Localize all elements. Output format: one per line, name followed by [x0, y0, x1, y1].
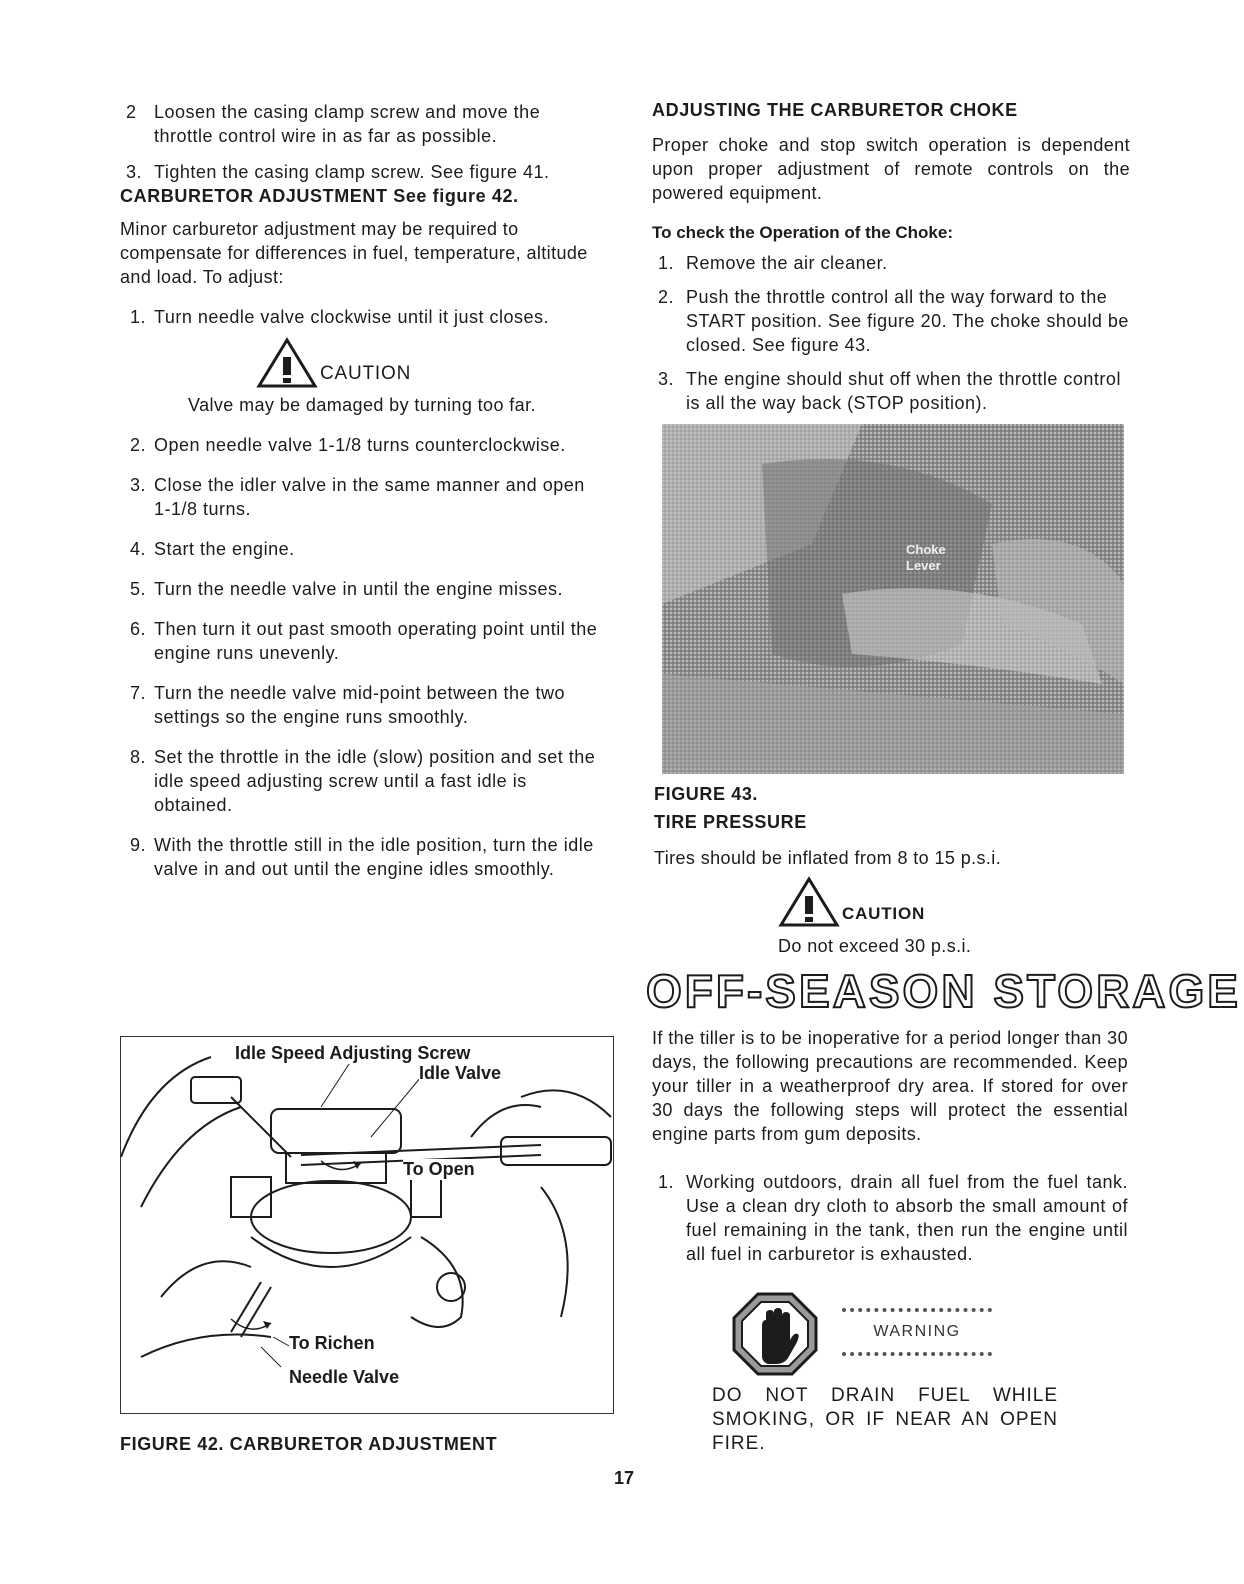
step-text: Loosen the casing clamp screw and move the throttle control wire in as far as possible.: [154, 102, 541, 146]
step-number: 3.: [126, 162, 143, 182]
choke-step-3: [652, 367, 1130, 415]
step-number: 6.: [130, 619, 147, 639]
carb-step-1: [120, 305, 604, 329]
tire-caution-notice: [778, 876, 925, 928]
carburetor-illustration: [121, 1037, 613, 1413]
warning-banner: [842, 1308, 992, 1356]
carb-step-4: [120, 537, 604, 561]
step-number: 9.: [130, 835, 147, 855]
step-2-casing: [120, 100, 604, 148]
choke-photo-image: [662, 424, 1124, 774]
warning-text: DO NOT DRAIN FUEL WHILE SMOKING, OR IF NEAR AN OPEN FIRE.: [712, 1385, 1058, 1454]
step-text: Set the throttle in the idle (slow) position and set the idle speed adjusting screw until a fast idle is obtained.: [154, 747, 596, 815]
step-number: 1.: [658, 253, 675, 273]
left-column: [120, 100, 604, 881]
step-text: Tighten the casing clamp screw. See figure 41.: [154, 162, 550, 182]
warning-label: WARNING: [873, 1323, 961, 1340]
carburetor-intro: Minor carburetor adjustment may be required to compensate for differences in fuel, temperature, altitude and load. To adjust:: [120, 219, 588, 287]
label-idle-speed-adjusting-screw: Idle Speed Adjusting Screw: [235, 1043, 471, 1063]
step-text: Working outdoors, drain all fuel from the fuel tank. Use a clean dry cloth to absorb the small amount of fuel remaining in the tank, then run the engine until all fuel in carburetor is exhausted.: [686, 1172, 1128, 1264]
step-number: 2.: [658, 287, 675, 307]
step-text: Then turn it out past smooth operating point until the engine runs unevenly.: [154, 619, 598, 663]
label-idle-valve: Idle Valve: [419, 1063, 502, 1083]
carb-step-2: [120, 433, 604, 457]
carb-step-6: [120, 617, 604, 665]
step-number: 2: [126, 102, 137, 122]
choke-step-1: [652, 251, 1130, 275]
carb-step-7: [120, 681, 604, 729]
carburetor-adjustment-heading: CARBURETOR ADJUSTMENT See figure 42.: [120, 186, 519, 206]
caution-notice: [256, 337, 604, 389]
figure-42-carburetor-diagram: [120, 1036, 614, 1414]
carb-step-8: [120, 745, 604, 817]
photo-label-choke-lever: Choke Lever: [906, 542, 946, 573]
step-number: 2.: [130, 435, 147, 455]
carb-step-5: [120, 577, 604, 601]
step-3-casing: [120, 160, 604, 184]
off-season-storage-title: OFF-SEASON STORAGE: [646, 965, 1241, 1017]
page-number: 17: [614, 1468, 635, 1488]
caution-triangle-icon: [256, 337, 318, 389]
choke-step-2: [652, 285, 1130, 357]
choke-heading: ADJUSTING THE CARBURETOR CHOKE: [652, 100, 1018, 120]
tire-pressure-heading: TIRE PRESSURE: [654, 812, 807, 832]
tire-caution-text: Do not exceed 30 p.s.i.: [778, 936, 972, 956]
right-column: [652, 100, 1130, 415]
tire-pressure-text: Tires should be inflated from 8 to 15 p.s.i.: [654, 848, 1002, 868]
step-number: 3.: [130, 475, 147, 495]
caution-label: CAUTION: [320, 363, 412, 384]
step-text: Turn the needle valve mid-point between the two settings so the engine runs smoothly.: [154, 683, 566, 727]
step-number: 4.: [130, 539, 147, 559]
choke-intro: Proper choke and stop switch operation is dependent upon proper adjustment of remote controls on the powered equipment.: [652, 135, 1130, 203]
carb-step-3: [120, 473, 604, 521]
caution-label: CAUTION: [842, 904, 926, 923]
step-text: Turn the needle valve in until the engine misses.: [154, 579, 564, 599]
step-text: Close the idler valve in the same manner and open 1-1/8 turns.: [154, 475, 585, 519]
step-text: Push the throttle control all the way forward to the START position. See figure 20. The choke should be closed. See figure 43.: [686, 287, 1129, 355]
label-needle-valve: Needle Valve: [289, 1367, 400, 1387]
step-number: 5.: [130, 579, 147, 599]
figure-43-caption: FIGURE 43.: [654, 784, 759, 804]
stop-hand-icon: [732, 1292, 818, 1376]
step-text: The engine should shut off when the throttle control is all the way back (STOP position).: [686, 369, 1121, 413]
warning-notice: [732, 1292, 1052, 1376]
step-text: With the throttle still in the idle position, turn the idle valve in and out until the engine idles smoothly.: [154, 835, 594, 879]
step-text: Remove the air cleaner.: [686, 253, 888, 273]
step-number: 1.: [658, 1172, 675, 1192]
step-number: 3.: [658, 369, 675, 389]
label-to-richen: To Richen: [289, 1333, 375, 1353]
storage-step-1: [652, 1170, 1128, 1266]
carb-step-9: [120, 833, 604, 881]
step-number: 8.: [130, 747, 147, 767]
caution-text: Valve may be damaged by turning too far.: [188, 395, 536, 415]
step-number: 7.: [130, 683, 147, 703]
step-text: Open needle valve 1-1/8 turns counterclockwise.: [154, 435, 566, 455]
step-number: 1.: [130, 307, 147, 327]
label-to-open: To Open: [403, 1159, 475, 1179]
caution-triangle-icon: [778, 876, 840, 928]
figure-42-caption: FIGURE 42. CARBURETOR ADJUSTMENT: [120, 1434, 498, 1454]
storage-intro: If the tiller is to be inoperative for a period longer than 30 days, the following precautions are recommended. Keep your tiller in a weatherproof dry area. If stored for over 30 days the following steps will protect the essential engine parts from gum deposits.: [652, 1028, 1128, 1144]
step-text: Turn needle valve clockwise until it just closes.: [154, 307, 549, 327]
step-text: Start the engine.: [154, 539, 295, 559]
choke-check-heading: To check the Operation of the Choke:: [652, 223, 953, 242]
figure-43-choke-photo: [662, 424, 1124, 774]
